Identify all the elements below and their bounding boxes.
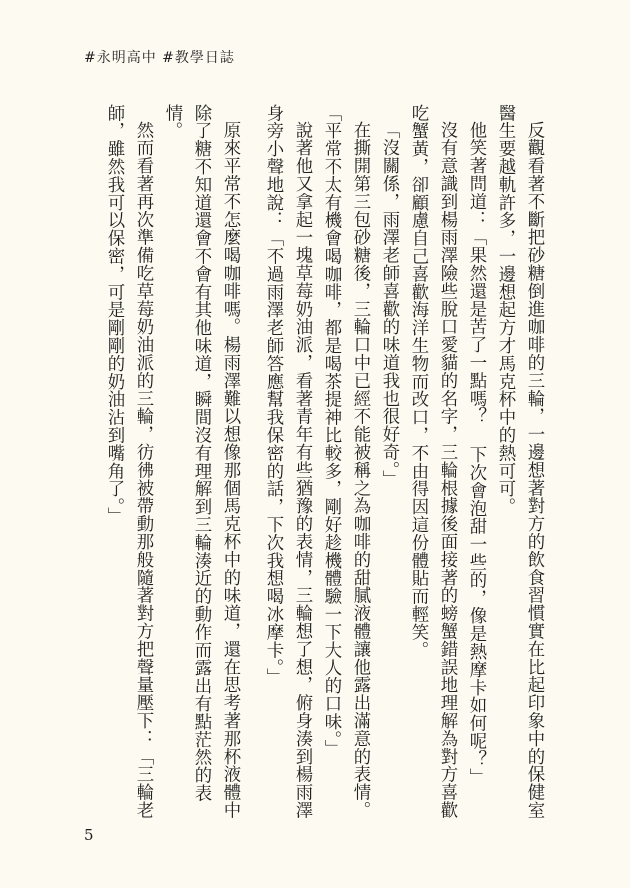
paragraph: 沒有意識到楊雨澤險些脫口愛貓的名字，三輪根據後面接著的螃蟹錯誤地理解為對方喜歡吃蟹黃，卻顧慮自己喜歡海洋生物而改口，不由得因這份體貼而輕笑。 bbox=[408, 104, 457, 820]
page-header-tags: #永明高中 #教學日誌 bbox=[84, 50, 235, 66]
paragraph: 他笑著問道：「果然還是苦了一點嗎？ 下次會泡甜一些的，像是熱摩卡如何呢？」 bbox=[466, 121, 486, 787]
page-number: 5 bbox=[84, 826, 94, 844]
paragraph: 然而看著再次準備吃草莓奶油派的三輪，彷彿被帶動那般隨著對方把聲量壓下：「三輪老師，雖然我可以保密，可是剛剛的奶油沾到嘴角了。」 bbox=[104, 104, 153, 820]
paragraph: 在撕開第三包砂糖後，三輪口中已經不能被稱之為咖啡的甜膩液體讓他露出滿意的表情。「平常不太有機會喝咖啡，都是喝茶提神比較多，剛好趁機體驗一下大人的口味。」 bbox=[321, 104, 370, 820]
paragraph: 反觀看著不斷把砂糖倒進咖啡的三輪，一邊想著對方的飲食習慣實在比起印象中的保健室醫生要越軌許多，一邊想起方才馬克杯中的熱可可。 bbox=[495, 104, 544, 820]
paragraph: 原來平常不怎麼喝咖啡嗎。楊雨澤難以想像那個馬克杯中的味道，還在思考著那杯液體中除了糖不知道還會不會有其他味道，瞬間沒有理解到三輪湊近的動作而露出有點茫然的表情。 bbox=[162, 104, 240, 820]
paragraph: 「沒關係，雨澤老師喜歡的味道我也很好奇。」 bbox=[379, 121, 399, 489]
paragraph: 說著他又拿起一塊草莓奶油派，看著青年有些猶豫的表情，三輪想了想，俯身湊到楊雨澤身旁小聲地說：「不過雨澤老師答應幫我保密的話，下次我想喝冰摩卡。」 bbox=[263, 104, 312, 820]
body-text bbox=[99, 104, 548, 834]
